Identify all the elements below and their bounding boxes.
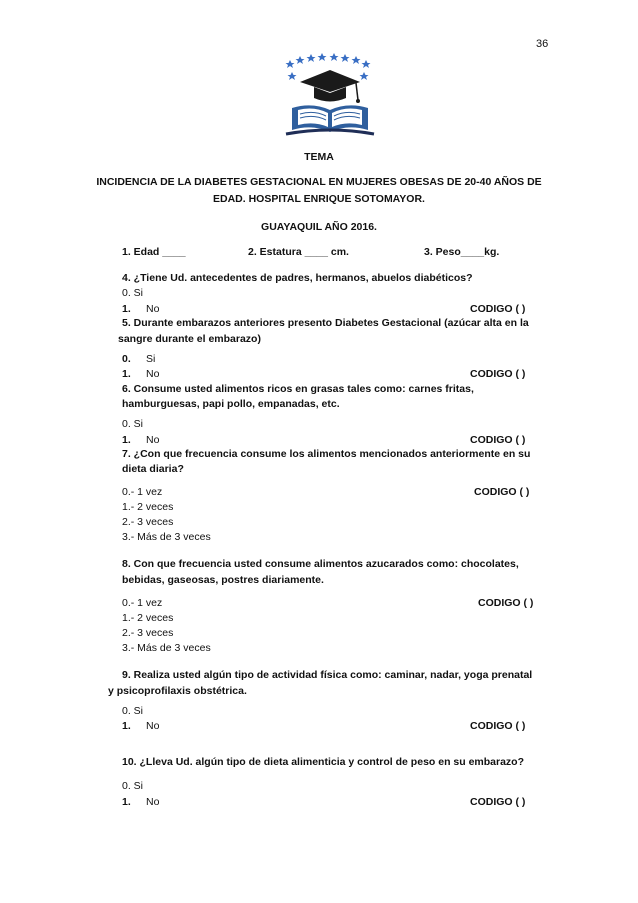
field-edad: 1. Edad ____ xyxy=(122,246,186,258)
page-number: 36 xyxy=(536,38,549,50)
q5-option-1-text: No xyxy=(146,368,160,380)
q4-codigo: CODIGO ( ) xyxy=(470,303,526,315)
q5-option-0-text: Si xyxy=(146,353,156,365)
field-peso: 3. Peso____kg. xyxy=(424,246,500,258)
q5-option-1-number: 1. xyxy=(122,368,131,380)
university-logo xyxy=(282,50,378,140)
q4-option-0: 0. Si xyxy=(122,287,144,299)
q6-question-line-1: 6. Consume usted alimentos ricos en grasas tales como: carnes fritas, xyxy=(122,383,474,395)
q4-option-1-text: No xyxy=(146,303,160,315)
q9-option-1-number: 1. xyxy=(122,720,131,732)
field-estatura: 2. Estatura ____ cm. xyxy=(248,246,349,258)
title-line-1: INCIDENCIA DE LA DIABETES GESTACIONAL EN MUJERES OBESAS DE 20-40 AÑOS DE xyxy=(96,176,542,188)
q7-question-line-2: dieta diaria? xyxy=(122,463,184,475)
q9-option-1-text: No xyxy=(146,720,160,732)
place-year: GUAYAQUIL AÑO 2016. xyxy=(261,221,377,233)
q4-question: 4. ¿Tiene Ud. antecedentes de padres, hermanos, abuelos diabéticos? xyxy=(122,272,473,284)
q8-option-1: 1.- 2 veces xyxy=(122,612,174,624)
q8-option-3: 3.- Más de 3 veces xyxy=(122,642,211,654)
title-line-2: EDAD. HOSPITAL ENRIQUE SOTOMAYOR. xyxy=(213,193,425,205)
tema-heading: TEMA xyxy=(304,151,334,163)
q8-question-line-2: bebidas, gaseosas, postres diariamente. xyxy=(122,574,324,586)
q9-codigo: CODIGO ( ) xyxy=(470,720,526,732)
q6-codigo: CODIGO ( ) xyxy=(470,434,526,446)
q8-option-0: 0.- 1 vez xyxy=(122,597,163,609)
q8-question-line-1: 8. Con que frecuencia usted consume alimentos azucarados como: chocolates, xyxy=(122,558,519,570)
q5-question-line-2: sangre durante el embarazo) xyxy=(118,333,261,345)
q9-option-0: 0. Si xyxy=(122,705,144,717)
q8-codigo: CODIGO ( ) xyxy=(478,597,534,609)
q5-codigo: CODIGO ( ) xyxy=(470,368,526,380)
q7-option-0: 0.- 1 vez xyxy=(122,486,163,498)
q6-option-1-number: 1. xyxy=(122,434,131,446)
q7-option-1: 1.- 2 veces xyxy=(122,501,174,513)
q10-option-1-number: 1. xyxy=(122,796,131,808)
q10-option-1-text: No xyxy=(146,796,160,808)
q6-option-0: 0. Si xyxy=(122,418,144,430)
q9-question-line-1: 9. Realiza usted algún tipo de actividad física como: caminar, nadar, yoga prenatal xyxy=(122,669,533,681)
q10-question: 10. ¿Lleva Ud. algún tipo de dieta alimenticia y control de peso en su embarazo? xyxy=(122,756,525,768)
q5-question-line-1: 5. Durante embarazos anteriores presento Diabetes Gestacional (azúcar alta en la xyxy=(122,317,529,329)
q7-codigo: CODIGO ( ) xyxy=(474,486,530,498)
q10-option-0: 0. Si xyxy=(122,780,144,792)
q6-option-1-text: No xyxy=(146,434,160,446)
q9-question-line-2: y psicoprofilaxis obstétrica. xyxy=(108,685,247,697)
q7-option-2: 2.- 3 veces xyxy=(122,516,174,528)
q7-question-line-1: 7. ¿Con que frecuencia consume los alimentos mencionados anteriormente en su xyxy=(122,448,531,460)
q6-question-line-2: hamburguesas, papi pollo, empanadas, etc. xyxy=(122,398,340,410)
q4-option-1-number: 1. xyxy=(122,303,131,315)
q7-option-3: 3.- Más de 3 veces xyxy=(122,531,211,543)
q10-codigo: CODIGO ( ) xyxy=(470,796,526,808)
q8-option-2: 2.- 3 veces xyxy=(122,627,174,639)
q5-option-0-number: 0. xyxy=(122,353,131,365)
